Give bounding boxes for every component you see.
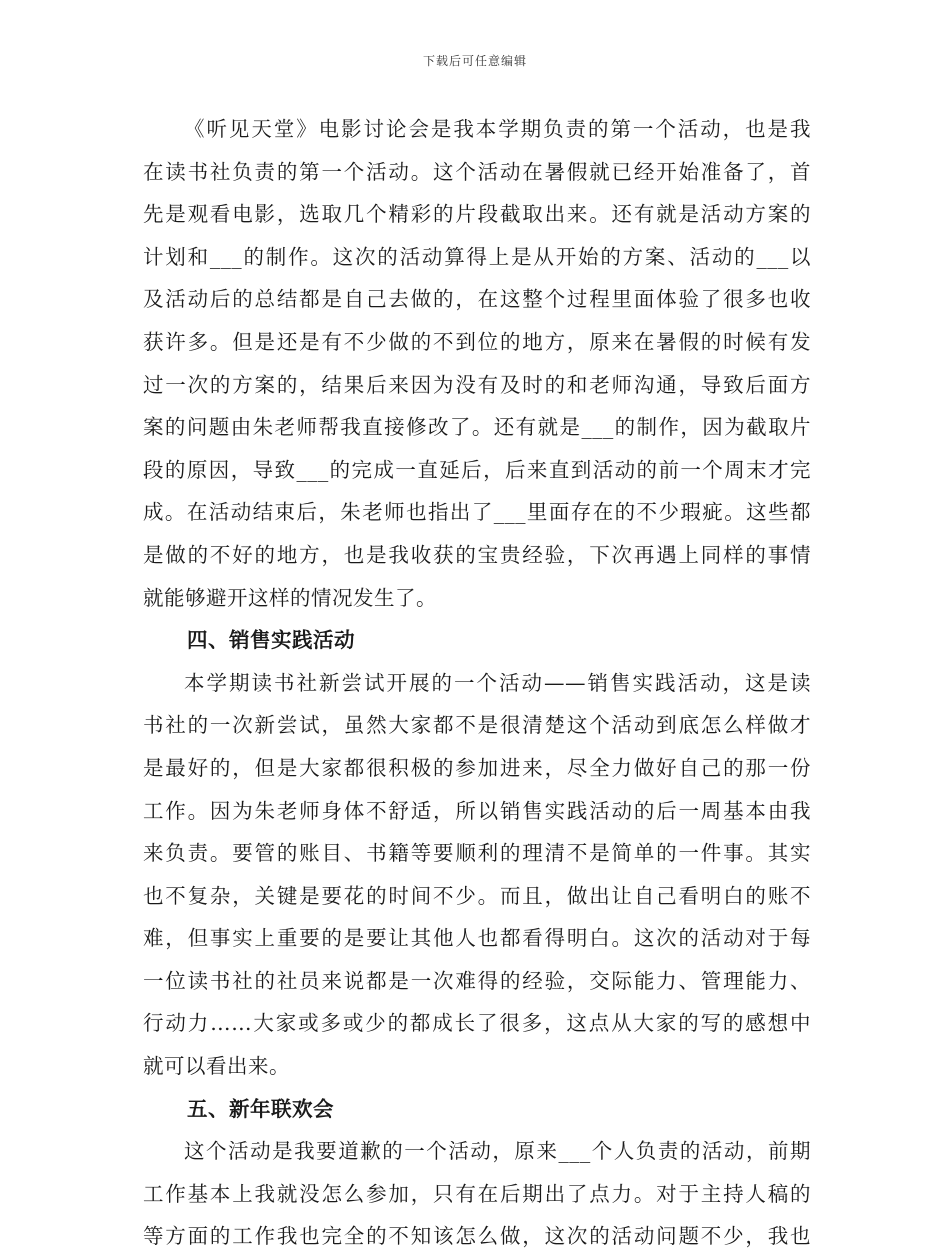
text-line: 段的原因，导致___的完成一直延后，后来直到活动的前一个周末才完	[143, 457, 811, 482]
text-line: 在读书社负责的第一个活动。这个活动在暑假就已经开始准备了，首	[143, 159, 811, 184]
text-line: 先是观看电影，选取几个精彩的片段截取出来。还有就是活动方案的	[143, 202, 811, 227]
text-line: 这个活动是我要道歉的一个活动，原来___个人负责的活动，前期	[184, 1139, 811, 1164]
section-heading-5: 五、新年联欢会	[187, 1096, 334, 1121]
text-line: 计划和___的制作。这次的活动算得上是从开始的方案、活动的___以	[143, 244, 811, 269]
text-line: 工作基本上我就没怎么参加，只有在后期出了点力。对于主持人稿的	[143, 1181, 811, 1206]
text-line: 就可以看出来。	[143, 1054, 290, 1079]
text-line: 等方面的工作我也完全的不知该怎么做，这次的活动问题不少，我也	[143, 1224, 811, 1249]
text-line: 也不复杂，关键是要花的时间不少。而且，做出让自己看明白的账不	[143, 883, 811, 908]
text-line: 成。在活动结束后，朱老师也指出了___里面存在的不少瑕疵。这些都	[143, 500, 811, 525]
text-line: 过一次的方案的，结果后来因为没有及时的和老师沟通，导致后面方	[143, 372, 811, 397]
text-line: 书社的一次新尝试，虽然大家都不是很清楚这个活动到底怎么样做才	[143, 713, 811, 738]
paragraph-intro	[143, 108, 811, 619]
text-line: 案的问题由朱老师帮我直接修改了。还有就是___的制作，因为截取片	[143, 415, 811, 440]
text-line: 及活动后的总结都是自己去做的，在这整个过程里面体验了很多也收	[143, 287, 811, 312]
text-line: 行动力……大家或多或少的都成长了很多，这点从大家的写的感想中	[143, 1011, 811, 1036]
text-line: 一位读书社的社员来说都是一次难得的经验，交际能力、管理能力、	[143, 968, 811, 993]
text-line: 难，但事实上重要的是要让其他人也都看得明白。这次的活动对于每	[143, 926, 811, 951]
section-heading-4: 四、销售实践活动	[187, 628, 355, 653]
text-line: 来负责。要管的账目、书籍等要顺利的理清不是简单的一件事。其实	[143, 841, 811, 866]
document-body	[143, 108, 811, 1258]
text-line: 是做的不好的地方，也是我收获的宝贵经验，下次再遇上同样的事情	[143, 542, 811, 567]
paragraph-section-4	[143, 662, 811, 1088]
text-line: 《听见天堂》电影讨论会是我本学期负责的第一个活动，也是我	[184, 117, 811, 141]
text-line: 获许多。但是还是有不少做的不到位的地方，原来在暑假的时候有发	[143, 329, 811, 354]
page-header: 下载后可任意编辑	[422, 54, 527, 68]
text-line: 是最好的，但是大家都很积极的参加进来，尽全力做好自己的那一份	[143, 755, 811, 780]
text-line: 本学期读书社新尝试开展的一个活动——销售实践活动，这是读	[184, 670, 811, 695]
text-line: 就能够避开这样的情况发生了。	[143, 585, 437, 610]
paragraph-section-5	[143, 1130, 811, 1258]
text-line: 工作。因为朱老师身体不舒适，所以销售实践活动的后一周基本由我	[143, 798, 811, 823]
